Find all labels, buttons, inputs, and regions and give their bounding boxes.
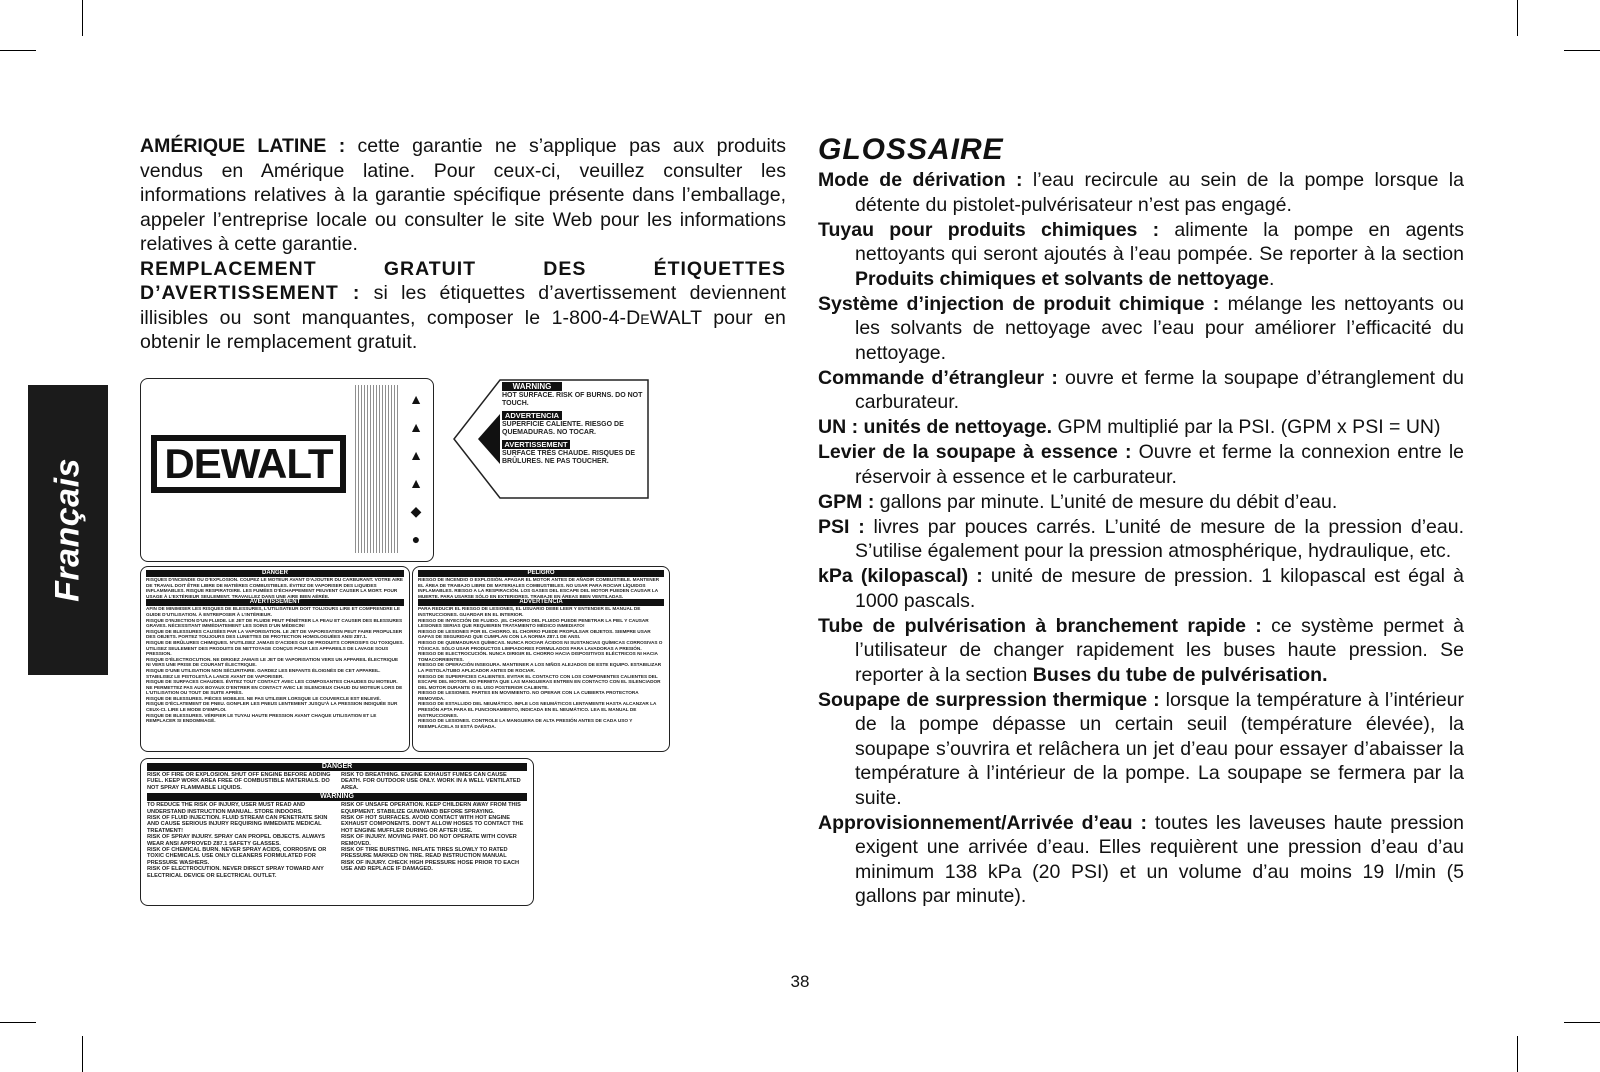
brand-label <box>140 378 434 562</box>
list-item: RIESGO DE ESTALLIDO DEL NEUMÁTICO. INFLE LOS NEUMÁTICOS LENTAMENTE HASTA ALCANZAR LA PRESIÓN APTA PARA EL FUNCIONAMIENTO, INDICADA EN EL NEUMÁTICO. LEA EL MANUAL DE INSTRUCCIONES. <box>418 701 657 718</box>
peligro-signal: PELIGRO <box>418 570 664 577</box>
list-item: RISK OF INJURY. MOVING PART. DO NOT OPERATE WITH COVER REMOVED. <box>341 834 517 847</box>
danger-text-fr: RISQUES D’INCENDIE OU D’EXPLOSION. COUPEZ LE MOTEUR AVANT D’AJOUTER DU CARBURANT. VOTRE AIRE DE TRAVAIL DOIT ÊTRE LIBRE DE MATIÈRES COMBUSTIBLES. ÉVITEZ DE VAPORISER DES LIQUIDES INFLAMMABLES. RISQUE RESPIRATOIRE. LES FUMÉES D’ÉCHAPPEMENT PEUVENT CAUSER LA MORT. POUR USAGE À L’EXTÉRIEUR SEULEMENT. TRAVAILLEZ DANS UNE AIRE BIEN AÉRÉE. <box>146 577 404 599</box>
list-item: RISQUE D’ÉLECTROCUTION. NE DIRIGEZ JAMAIS LE JET DE VAPORISATION VERS UN APPAREIL ÉLECTRIQUE NI VERS UNE PRISE DE COURANT ÉLECTRIQUE. <box>146 656 399 668</box>
fire-icon: ▲ <box>409 391 423 407</box>
label-replacement-text-end: WALT pour en obtenir le remplacement gratuit. <box>140 306 786 353</box>
explosion-icon: ▲ <box>409 419 423 435</box>
glossary-entry <box>818 218 1464 292</box>
glossary-definition: ouvre et ferme la soupape d’étranglement du carburateur. <box>855 366 1464 413</box>
glossary-title: GLOSSAIRE <box>818 133 1004 166</box>
brand-small-cap: e <box>640 306 650 329</box>
list-item: RISK OF INJURY. CHECK HIGH PRESSURE HOSE PRIOR TO EACH USE AND REPLACE IF DAMAGED. <box>341 859 520 873</box>
glossary-term: GPM : <box>818 490 875 513</box>
glossary-section-ref: Buses du tube de pulvérisation. <box>1032 663 1328 686</box>
label-replacement-text: si les étiquettes d’avertissement deviennent illisibles ou sont manquantes, composer le 1-800-4-D <box>140 282 786 329</box>
brand-label-fine-print <box>355 385 399 553</box>
latin-america-paragraph <box>140 134 786 257</box>
list-item: AFIN DE MINIMISER LES RISQUES DE BLESSURES, L’UTILISATEUR DOIT TOUJOURS LIRE ET COMPRENDRE LE GUIDE D’UTILISATION. À ENTREPOSER À L’INTÉRIEUR. <box>146 606 401 617</box>
list-item: RISK OF UNSAFE OPERATION. KEEP CHILDERN AWAY FROM THIS EQUIPMENT. STABILIZE GUN/WAND BEFORE SPRAYING. <box>341 802 521 815</box>
list-item: RISK OF ELECTROCUTION. NEVER DIRECT SPRAY TOWARD ANY ELECTRICAL DEVICE OR ELECTRICAL OUTLET. <box>147 866 324 879</box>
danger-left-en: RISK OF FIRE OR EXPLOSION. SHUT OFF ENGINE BEFORE ADDING FUEL. KEEP WORK AREA FREE OF COMBUSTIBLE MATERIALS. DO NOT SPRAY FLAMMABLE LIQUIDS. <box>147 772 331 791</box>
glossary-entry <box>818 490 1464 515</box>
glossary-definition: lorsque la température à l’intérieur de la pompe dépasse un certain seuil (température élevée), la soupape s’ouvrira et relâchera un jet d’eau pour essayer d’abaisser la température à l’intérieur de la pompe. La soupape se fermera par la suite. <box>855 688 1464 809</box>
hot-surface-icon: ▲ <box>409 475 423 491</box>
avertissement-text: SURFACE TRÈS CHAUDE. RISQUES DE BRÛLURES. NE PAS TOUCHER. <box>502 450 636 465</box>
glossary-entry <box>818 515 1464 564</box>
crop-mark <box>82 0 83 36</box>
glossary-entry <box>818 415 1464 440</box>
brand-logo <box>151 435 346 493</box>
list-item: RISQUE DE SURFACES CHAUDES. ÉVITEZ TOUT CONTACT AVEC LES COMPOSANTES CHAUDES DU MOTEUR. NE PERMETTEZ PAS AUX BOYAUX D’ENTRER EN CONTACT AVEC LE SILENCIEUX CHAUD DU MOTEUR LORS DE L’UTILISATION OU TOUT DE SUITE APRÈS. <box>146 679 403 696</box>
glossary-definition: alimente la pompe en agents nettoyants qui seront ajoutés à l’eau pompée. Se reporter à la section <box>855 218 1464 265</box>
advertencia-text: SUPERFICIE CALIENTE. RIESGO DE QUEMADURAS. NO TOCAR. <box>502 421 624 436</box>
crop-mark <box>1517 1036 1518 1072</box>
hot-surface-label <box>452 378 652 500</box>
glossary-term: kPa (kilopascal) : <box>818 565 983 587</box>
list-item: RISQUE DE BRÛLURES CHIMIQUES. N’UTILISEZ JAMAIS D’ACIDES OU DE PRODUITS CORROSIFS OU TOXIQUES. UTILISEZ SEULEMENT DES PRODUITS DE NETTOYAGE CONÇUS POUR LES APPAREILS DE LAVAGE SOUS PRESSION. <box>146 639 404 657</box>
label-replacement-heading: REMPLACEMENT GRATUIT DES ÉTIQUETTES D’AVERTISSEMENT : <box>140 257 786 304</box>
glossary-section-ref: Produits chimiques et solvants de nettoyage <box>855 267 1269 290</box>
latin-america-text: cette garantie ne s’applique pas aux produits vendus en Amérique latine. Pour ceux-ci, veuillez consulter les informations relatives à la garantie spécifique présente dans l’emballage, appeler l’entreprise locale ou consulter le site Web pour les informations relatives à cette garantie. <box>140 135 786 255</box>
brand-logo-text: DEWALT <box>157 441 340 487</box>
glossary-definition: ce système permet à l’utilisateur de changer rapidement les buses haute pression. Se reporter à la section <box>855 614 1464 686</box>
advertencia-signal-es: ADVERTENCIA <box>418 599 664 606</box>
list-item: RISQUE D’INJECTION D’UN FLUIDE. LE JET DE FLUIDE PEUT PÉNÉTRER LA PEAU ET CAUSER DES BLESSURES GRAVES. NÉCESSITANT IMMÉDIATEMENT LES SOINS D’UN MÉDECIN! <box>146 617 403 629</box>
glossary-entry <box>818 292 1464 366</box>
page-number: 38 <box>790 972 810 991</box>
list-item: RISK OF TIRE BURSTING. INFLATE TIRES SLOWLY TO RATED PRESSURE MARKED ON TIRE. READ INSTRUCTION MANUAL <box>341 847 508 860</box>
crop-mark <box>1564 1022 1600 1023</box>
glossary-definition: toutes les laveuses haute pression exigent une arrivée d’eau. Elles requièrent une pression d’eau d’au minimum 138 kPa (20 PSI) et un volume d’au moins 19 l/min (5 gallons par minute). <box>855 811 1464 907</box>
glossary-term: UN : unités de nettoyage. <box>818 416 1053 438</box>
advertencia-signal: ADVERTENCIA <box>502 411 562 420</box>
list-item: RIESGO DE SUPERFICIES CALIENTES. EVITAR EL CONTACTO CON LOS COMPONENTES CALIENTES DEL ESCAPE DEL MOTOR. NO PERMITA QUE LAS MANGUERAS ENTREN EN CONTACTO CON EL SILENCIADOR DEL MOTOR DURANTE O EL USO POSTERIOR CALIENTE. <box>418 673 661 690</box>
list-item: RIESGO DE OPERACIÓN INSEGURA. MANTENER A LOS NIÑOS ALEJADOS DE ESTE EQUIPO. ESTABILIZAR LA PISTOLA/TUBO APLICADOR ANTES DE ROCIAR. <box>418 662 662 673</box>
list-item: RISQUE DE BLESSURES. PIÈCES MOBILES. NE PAS UTILISER LORSQUE LE COUVERCLE EST ENLEVÉ. <box>146 695 381 701</box>
glossary-list <box>818 168 1464 909</box>
glossary-entry <box>818 811 1464 909</box>
glossary-definition: livres par pouces carrés. L’unité de mesure de la pression d’eau. S’utilise également pour la pression atmosphérique, hydraulique, etc. <box>855 515 1464 562</box>
danger-right-en: RISK TO BREATHING. ENGINE EXHAUST FUMES CAN CAUSE DEATH. FOR OUTDOOR USE ONLY. WORK IN A WELL VENTILATED AREA. <box>341 772 521 791</box>
left-column <box>140 134 786 355</box>
glossary-definition: l’eau recircule au sein de la pompe lorsque la détente du pistolet-pulvérisateur n’est pas engagé. <box>855 169 1464 216</box>
glossary-entry <box>818 168 1464 217</box>
warning-list-en-left <box>147 802 333 879</box>
list-item: RISQUE DE BLESSURES. VÉRIFIER LE TUYAU HAUTE PRESSION AVANT CHAQUE UTILISATION ET LE REMPLACER SI ENDOMMAGÉ. <box>146 712 377 724</box>
warning-list-en-right <box>341 802 527 879</box>
list-item: RIESGO DE LESIONES. CONTROLE LA MANGUERA DE ALTA PRESIÓN ANTES DE CADA USO Y REEMPLÁCELA SI ESTÁ DAÑADA. <box>418 718 633 729</box>
glossary-definition: gallons par minute. L’unité de mesure du débit d’eau. <box>874 490 1338 513</box>
glossary-entry <box>818 366 1464 415</box>
glossary-definition: Ouvre et ferme la connexion entre le réservoir à essence et le carburateur. <box>855 441 1464 488</box>
list-item: RIESGO DE QUEMADURAS QUÍMICAS. NUNCA ROCIAR ÁCIDOS NI SUSTANCIAS QUÍMICAS CORROSIVAS O TÓXICAS. SÓLO USAR PRODUCTOS LIMPIADORES FORMULADOS PARA LAVADORAS A PRESIÓN. <box>418 639 663 651</box>
glossary-definition: GPM multiplié par la PSI. (GPM x PSI = UN) <box>1052 416 1441 438</box>
list-item: RIESGO DE INYECCIÓN DE FLUIDO. ¡EL CHORRO DEL FLUIDO PUEDE PENETRAR LA PIEL Y CAUSAR LESIONES SERIAS QUE REQUIEREN TRATAMIENTO MÉDICO INMEDIATO! <box>418 617 649 629</box>
read-manual-icon: ◆ <box>410 503 422 519</box>
glossary-definition: unité de mesure de pression. 1 kilopascal est égal à 1000 pascals. <box>855 565 1464 612</box>
glossary-term: Mode de dérivation : <box>818 169 1023 191</box>
warning-list-es <box>418 606 664 729</box>
glossary-term: Commande d’étrangleur : <box>818 366 1058 389</box>
list-item: RIESGO DE LESIONES POR EL CHORRO. EL CHORRO PUEDE PROPULSAR OBJETOS. SIEMPRE USAR GAFAS DE SEGURIDAD QUE CUMPLAN CON LA NORMA Z87.1 DE ANSI. <box>418 628 651 640</box>
glossary-definition: mélange les nettoyants ou les solvants de nettoyage avec l’eau pour améliorer l’efficacité du nettoyage. <box>855 292 1464 364</box>
crop-mark <box>82 1036 83 1072</box>
list-item: RISK OF SPRAY INJURY. SPRAY CAN PROPEL OBJECTS. ALWAYS WEAR ANSI APPROVED Z87.1 SAFETY GLASSES. <box>147 834 326 847</box>
language-tab <box>28 385 108 675</box>
glossary-term: Tuyau pour produits chimiques : <box>818 218 1160 241</box>
crop-mark <box>1564 50 1600 51</box>
danger-signal-fr: DANGER <box>146 570 404 577</box>
glossary-entry <box>818 688 1464 811</box>
glossary-definition-end: . <box>1268 267 1275 290</box>
crop-mark <box>0 1022 36 1023</box>
crop-mark <box>1517 0 1518 36</box>
list-item: PARA REDUCIR EL RIESGO DE LESIONES, EL USUARIO DEBE LEER Y ENTENDER EL MANUAL DE INSTRUCCIONES. GUARDAR EN EL INTERIOR. <box>418 606 641 617</box>
warning-text: HOT SURFACE. RISK OF BURNS. DO NOT TOUCH. <box>502 392 643 407</box>
list-item: RISK OF CHEMICAL BURN. NEVER SPRAY ACIDS, CORROSIVE OR TOXIC CHEMICALS. USE ONLY CLEANERS FORMULATED FOR PRESSURE WASHERS. <box>147 847 327 866</box>
glossary-term: PSI : <box>818 515 865 538</box>
goggles-icon: ● <box>411 531 421 547</box>
french-safety-label <box>140 566 410 752</box>
glossary-term: Système d’injection de produit chimique : <box>818 292 1220 315</box>
warning-list-fr <box>146 606 404 723</box>
brand-label-icons <box>405 385 427 553</box>
language-tab-label: Français <box>48 458 87 602</box>
glossary-entry <box>818 564 1464 613</box>
warning-row-en <box>147 802 527 879</box>
label-replacement-paragraph <box>140 257 786 355</box>
list-item: RIESGO DE LESIONES. PARTES EN MOVIMIENTO. NO OPERAR CON LA CUBIERTA PROTECTORA REMOVIDA. <box>418 690 639 701</box>
glossary-term: Approvisionnement/Arrivée d’eau : <box>818 811 1147 834</box>
english-safety-label <box>140 758 534 906</box>
glossary-term: Soupape de surpression thermique : <box>818 688 1160 711</box>
list-item: RISQUE D’UNE UTILISATION NON SÉCURITAIRE. GARDEZ LES ENFANTS ÉLOIGNÉS DE CET APPAREIL. STABILISEZ LE PISTOLET/LA LANCE AVANT DE VAPORISER. <box>146 667 381 679</box>
list-item: RISQUE DE BLESSURES CAUSÉES PAR LA VAPORISATION. LE JET DE VAPORISATION PEUT FAIRE PROPULSER DES OBJETS. PORTEZ TOUJOURS DES LUNETTES DE PROTECTION HOMOLOGUÉES ANSI Z87.1. <box>146 628 403 640</box>
list-item: TO REDUCE THE RISK OF INJURY, USER MUST READ AND UNDERSTAND INSTRUCTION MANUAL. STORE INDOORS. <box>147 802 305 815</box>
glossary-term: Levier de la soupape à essence : <box>818 441 1132 463</box>
avertissement-signal: AVERTISSEMENT <box>502 440 570 449</box>
list-item: RISK OF HOT SURFACES. AVOID CONTACT WITH HOT ENGINE EXHAUST COMPONENTS. DON’T ALLOW HOSES TO CONTACT THE HOT ENGINE MUFFLER DURING OR AFTER USE. <box>341 815 524 834</box>
danger-row-en <box>147 772 527 791</box>
list-item: RIESGO DE ELECTROCUCIÓN. NUNCA DIRIGIR EL CHORRO HACIA DISPOSITIVOS ELÉCTRICOS NI HACIA TOMACORRIENTES. <box>418 651 658 662</box>
spanish-safety-label <box>412 566 670 752</box>
warning-signal-fr: AVERTISSEMENT <box>146 599 404 606</box>
glossary-term: Tube de pulvérisation à branchement rapide : <box>818 614 1262 637</box>
peligro-text: RIESGO DE INCENDIO O EXPLOSIÓN. APAGAR EL MOTOR ANTES DE AÑADIR COMBUSTIBLE. MANTENER EL ÁREA DE TRABAJO LIBRE DE MATERIALES COMBUSTIBLES. NO USAR PARA ROCIAR LÍQUIDOS INFLAMABLES. RIESGO A LA RESPIRACIÓN. LOS GASES DEL ESCAPE DEL MOTOR PUEDEN CAUSAR LA MUERTE. PARA USARSE SÓLO EN EXTERIORES. TRABAJE EN ÁREAS BIEN VENTILADAS. <box>418 577 660 599</box>
crop-mark <box>0 50 36 51</box>
latin-america-heading: AMÉRIQUE LATINE : <box>140 135 346 157</box>
warning-signal: WARNING <box>502 382 562 391</box>
glossary-entry <box>818 440 1464 489</box>
warning-signal-en: WARNING <box>147 793 527 801</box>
list-item: RISQUE D’ÉCLATEMENT DE PNEU. GONFLER LES PNEUS LENTEMENT JUSQU’À LA PRESSION INDIQUÉE SUR CEUX-CI. LIRE LE MODE D’EMPLOI. <box>146 701 398 713</box>
danger-signal-en: DANGER <box>147 763 527 771</box>
list-item: RISK OF FLUID INJECTION. FLUID STREAM CAN PENETRATE SKIN AND CAUSE SERIOUS INJURY REQUIRING IMMEDIATE MEDICAL TREATMENT! <box>147 815 328 834</box>
glossary-entry <box>818 614 1464 688</box>
fumes-icon: ▲ <box>409 447 423 463</box>
